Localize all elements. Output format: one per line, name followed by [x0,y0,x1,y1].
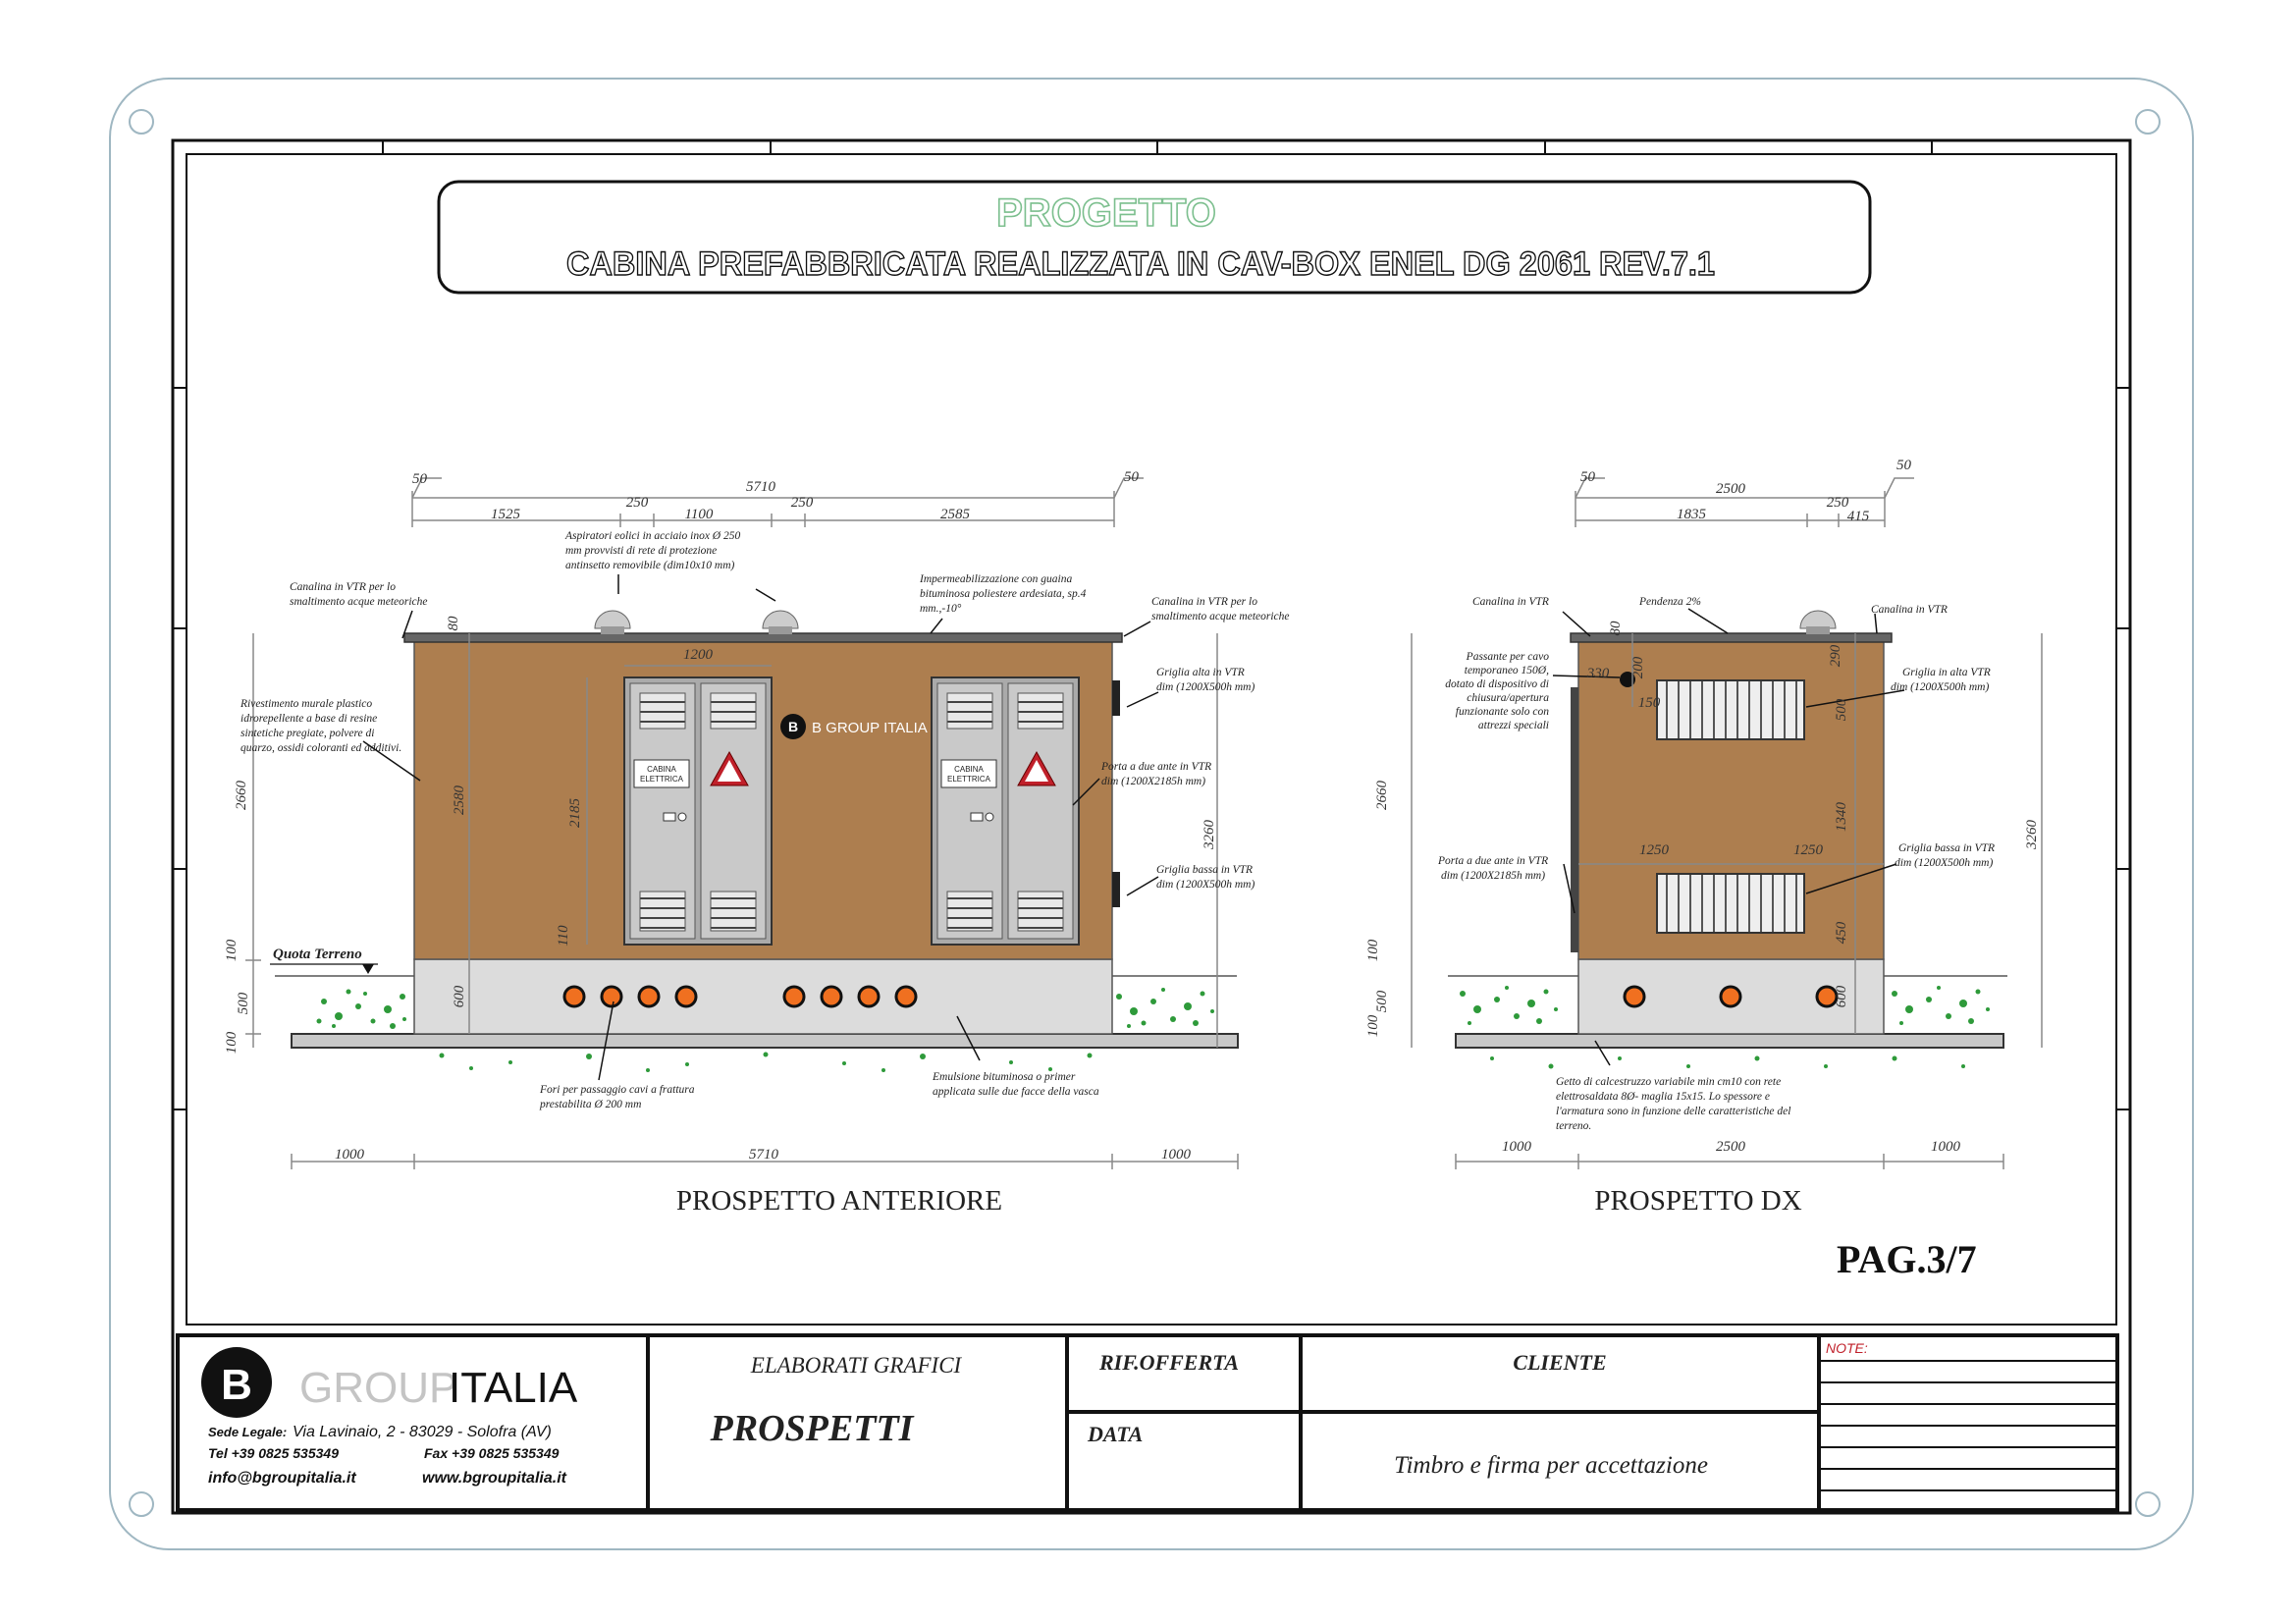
s-note-passante-3: dotato di dispositivo di [1445,678,1549,690]
f-dim-50a: 50 [412,471,427,487]
s-note-canalina-r: Canalina in VTR [1871,604,1948,616]
side-grille-low [1657,874,1804,933]
note-imperm-1: Impermeabilizzazione con guaina [920,573,1073,585]
f-dim-1100: 1100 [684,507,714,522]
data-label: DATA [1088,1422,1144,1446]
front-aspiratori [595,611,798,634]
grass-under [440,1053,1093,1073]
email: info@bgroupitalia.it [208,1470,356,1487]
door-sign-r2: ELETTRICA [946,775,991,784]
s-note-griglia-alta-2: dim (1200X500h mm) [1891,681,1990,693]
note-canalina-r-2: smaltimento acque meteoriche [1151,611,1290,622]
f-dim-2580: 2580 [452,785,467,815]
s-dim-1340: 1340 [1834,802,1849,832]
note-fori-2: prestabilita Ø 200 mm [540,1099,642,1110]
s-dim-250: 250 [1826,495,1849,511]
timbro-label: Timbro e firma per accettazione [1394,1452,1708,1479]
side-view-caption: PROSPETTO DX [1594,1185,1802,1217]
s-note-getto-4: terreno. [1556,1120,1592,1132]
note-porta-2: dim (1200X2185h mm) [1101,776,1206,787]
s-dim-415: 415 [1846,509,1870,524]
note-griglia-bassa-1: Griglia bassa in VTR [1156,864,1254,876]
company-logo-b: B [221,1361,252,1409]
side-view [1412,478,2042,1169]
s-note-pendenza: Pendenza 2% [1639,596,1701,608]
note-aspiratori-3: antinsetto removibile (dim10x10 mm) [565,560,735,571]
project-title: CABINA PREFABBRICATA REALIZZATA IN CAV-BOX ENEL DG 2061 REV.7.1 [566,245,1715,283]
page-number: PAG.3/7 [1837,1237,1977,1281]
s-note-passante-6: attrezzi speciali [1477,720,1549,731]
s-note-getto-3: l'armatura sono in funzione delle caratteristiche del [1556,1106,1791,1117]
s-note-griglia-bassa-1: Griglia bassa in VTR [1898,842,1996,854]
s-dim-450: 450 [1834,921,1849,945]
f-dim-1525: 1525 [491,507,520,522]
front-side-grille-high [1112,680,1120,716]
door-sign-l2: ELETTRICA [639,775,684,784]
note-emulsione-1: Emulsione bituminosa o primer [933,1071,1076,1083]
rif-offerta-label: RIF.OFFERTA [1099,1350,1240,1375]
front-door-right [932,677,1079,945]
note-imperm-3: mm.,-10° [920,603,962,615]
f-dim-1200: 1200 [683,647,713,663]
website: www.bgroupitalia.it [422,1470,566,1487]
f-dim-2185: 2185 [567,798,583,828]
s-dim-100b: 100 [1365,1014,1381,1038]
f-dim-250b: 250 [790,495,814,511]
s-note-griglia-bassa-2: dim (1200X500h mm) [1895,857,1994,869]
ground-label: Quota Terreno [273,947,362,962]
door-sign-r1: CABINA [954,765,984,774]
s-dim-bottom-2500: 2500 [1716,1139,1745,1155]
s-dim-2660: 2660 [1374,781,1390,810]
grass-left [317,990,407,1030]
s-dim-500b: 500 [1374,990,1390,1013]
s-note-canalina-l: Canalina in VTR [1472,596,1549,608]
s-dim-330: 330 [1586,666,1610,681]
s-dim-2500: 2500 [1716,481,1745,497]
side-grass-left [1460,986,1558,1025]
f-dim-250a: 250 [625,495,649,511]
f-dim-110: 110 [556,925,571,947]
grass-right [1116,988,1214,1028]
wall-logo-text: B GROUP ITALIA [812,720,928,736]
f-dim-500: 500 [236,992,251,1015]
note-rivest-2: idrorepellente a base di resine [240,713,378,725]
note-canalina-r-1: Canalina in VTR per lo [1151,596,1257,608]
s-dim-600: 600 [1834,985,1849,1008]
note-rivest-4: quarzo, ossidi coloranti ed additivi. [240,742,402,754]
s-dim-1250a: 1250 [1639,842,1669,858]
s-dim-50b: 50 [1896,458,1911,473]
s-note-passante-1: Passante per cavo [1466,651,1549,663]
f-dim-5710: 5710 [746,479,775,495]
fax: Fax +39 0825 535349 [424,1445,560,1461]
s-note-passante-5: funzionante solo con [1455,706,1549,718]
f-dim-2585: 2585 [940,507,970,522]
s-dim-1250b: 1250 [1793,842,1823,858]
front-side-grille-low [1112,872,1120,907]
f-dim-600: 600 [452,985,467,1008]
note-griglia-bassa-2: dim (1200X500h mm) [1156,879,1255,891]
f-dim-100b: 100 [224,1031,240,1055]
note-fori-1: Fori per passaggio cavi a frattura [540,1084,695,1096]
front-door-left [624,677,772,945]
note-porta-1: Porta a due ante in VTR [1101,761,1212,773]
company-name-b: ITALIA [449,1364,578,1412]
f-dim-2660: 2660 [234,781,249,810]
cliente-label: CLIENTE [1513,1350,1607,1375]
address-label: Sede Legale: [208,1425,288,1439]
company-name-a: GROUP [299,1364,458,1412]
side-aspiratore [1800,611,1836,628]
note-griglia-alta-1: Griglia alta in VTR [1156,667,1245,678]
note-rivest-3: sintetiche pregiate, polvere di [240,728,375,739]
note-griglia-alta-2: dim (1200X500h mm) [1156,681,1255,693]
f-dim-1000b: 1000 [1161,1147,1191,1163]
f-dim-bottom-5710: 5710 [749,1147,778,1163]
s-note-passante-4: chiusura/apertura [1467,692,1549,704]
s-dim-500: 500 [1834,698,1849,722]
f-dim-100a: 100 [224,939,240,962]
f-dim-50b: 50 [1124,469,1139,485]
corner-hole-tr [2136,110,2160,134]
s-note-getto-2: elettrosaldata 8Ø- maglia 15x15. Lo spessore e [1556,1091,1770,1103]
note-imperm-2: bituminosa poliestere ardesiata, sp.4 [920,588,1087,600]
s-dim-290: 290 [1828,644,1843,668]
svg-text:B: B [787,719,799,734]
f-dim-1000a: 1000 [335,1147,364,1163]
s-note-porta-1: Porta a due ante in VTR [1438,855,1549,867]
side-grass-under [1490,1056,1965,1069]
s-dim-50a: 50 [1580,469,1595,485]
s-dim-3260: 3260 [2024,820,2040,849]
s-dim-1000a: 1000 [1502,1139,1531,1155]
s-note-getto-1: Getto di calcestruzzo variabile min cm10 con rete [1556,1076,1782,1088]
project-label: PROGETTO [996,191,1216,235]
corner-hole-tl [130,110,153,134]
note-aspiratori-1: Aspiratori eolici in acciaio inox Ø 250 [565,530,741,542]
f-dim-3260: 3260 [1201,820,1217,849]
address: Via Lavinaio, 2 - 83029 - Solofra (AV) [293,1424,552,1440]
f-dim-80: 80 [446,616,461,631]
note-aspiratori-2: mm provvisti di rete di protezione [565,545,718,557]
front-view-caption: PROSPETTO ANTERIORE [675,1185,1003,1217]
note-emulsione-2: applicata sulle due facce della vasca [933,1086,1099,1098]
note-canalina-l-2: smaltimento acque meteoriche [290,596,428,608]
s-dim-1835: 1835 [1677,507,1706,522]
s-dim-200: 200 [1630,656,1646,679]
corner-hole-bl [130,1492,153,1516]
s-dim-150: 150 [1637,695,1661,711]
note-label: NOTE: [1826,1340,1868,1356]
door-sign-l1: CABINA [647,765,676,774]
s-note-griglia-alta-1: Griglia in alta VTR [1902,667,1991,678]
side-grass-right [1892,986,1990,1025]
elaborati-value: PROSPETTI [710,1408,914,1449]
corner-hole-br [2136,1492,2160,1516]
s-dim-80: 80 [1608,621,1624,636]
tel: Tel +39 0825 535349 [208,1445,339,1461]
elaborati-label: ELABORATI GRAFICI [750,1353,962,1378]
note-rivest-1: Rivestimento murale plastico [240,698,373,710]
s-dim-100: 100 [1365,939,1381,962]
note-canalina-l-1: Canalina in VTR per lo [290,581,396,593]
s-note-porta-2: dim (1200X2185h mm) [1441,870,1546,882]
s-dim-1000b: 1000 [1931,1139,1960,1155]
front-roof [404,633,1122,642]
s-note-passante-2: temporaneo 150Ø, [1464,665,1549,676]
side-grille-high [1657,680,1804,739]
